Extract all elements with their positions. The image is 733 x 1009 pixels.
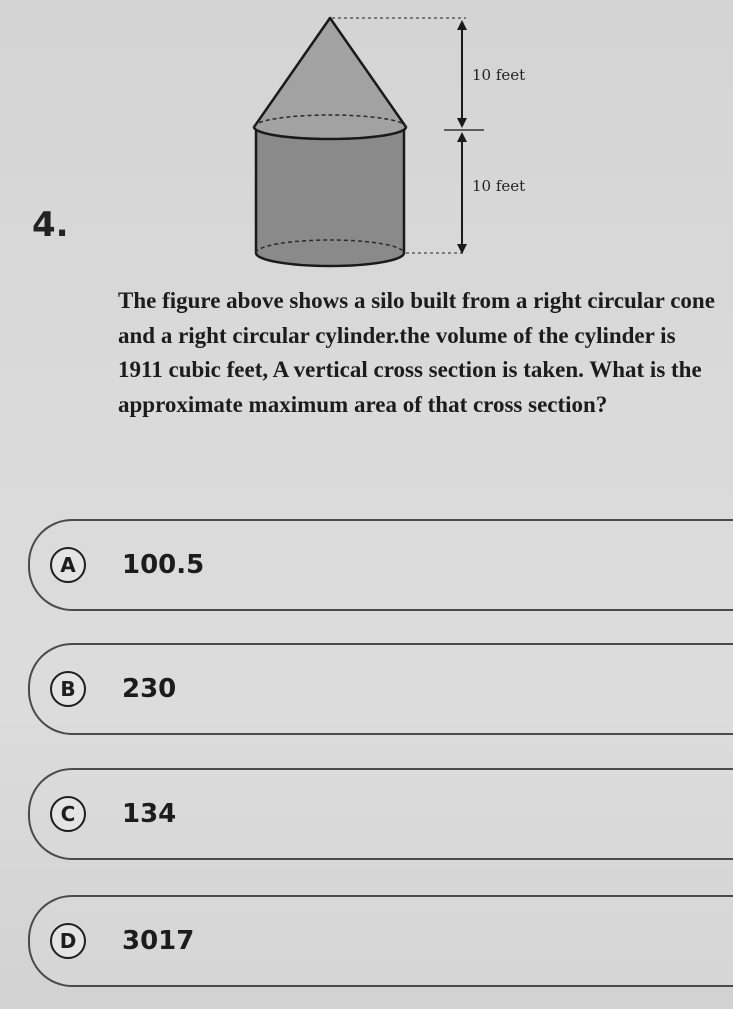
option-c[interactable]: [28, 768, 733, 860]
option-b[interactable]: [28, 643, 733, 735]
option-d-value: 3017: [122, 926, 195, 956]
cone-height-label: 10 feet: [472, 66, 526, 84]
option-a[interactable]: [28, 519, 733, 611]
question-number: 4.: [32, 205, 69, 245]
option-a-value: 100.5: [122, 550, 205, 580]
option-d-letter-icon: D: [50, 923, 86, 959]
option-d[interactable]: [28, 895, 733, 987]
cylinder-height-label: 10 feet: [472, 177, 526, 195]
option-a-letter-icon: A: [50, 547, 86, 583]
option-c-letter-icon: C: [50, 796, 86, 832]
question-text: The figure above shows a silo built from a right circular cone and a right circular cylinder.the volume of the cylinder is 1911 cubic feet, A vertical cross section is taken. What is the approximate maximum area of that cross section?: [118, 288, 715, 417]
option-b-letter-icon: B: [50, 671, 86, 707]
option-c-value: 134: [122, 799, 177, 829]
option-b-value: 230: [122, 674, 177, 704]
